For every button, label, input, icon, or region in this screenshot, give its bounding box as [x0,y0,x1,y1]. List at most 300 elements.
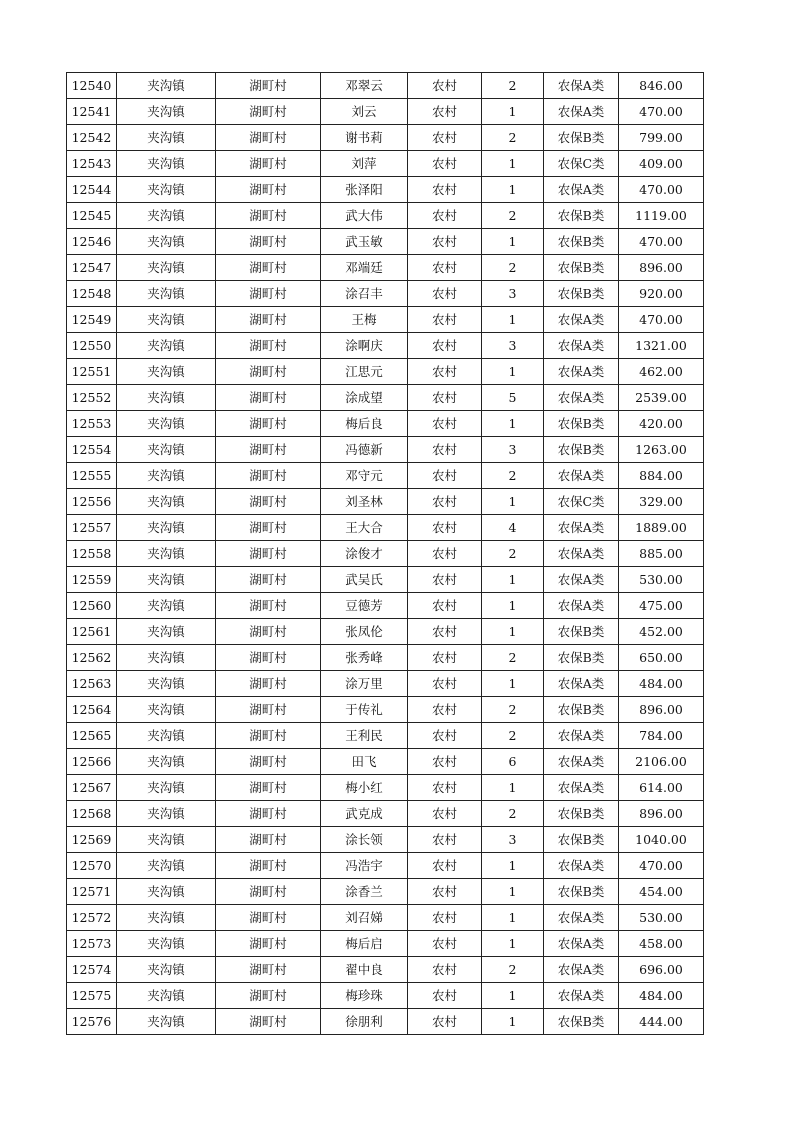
cell-category: 农保A类 [544,957,619,983]
cell-amount: 420.00 [619,411,704,437]
table-row [67,99,704,125]
cell-id: 12566 [67,749,117,775]
cell-type: 农村 [408,385,482,411]
cell-count: 1 [482,177,544,203]
cell-town: 夹沟镇 [117,1009,216,1035]
cell-type: 农村 [408,359,482,385]
cell-village: 湖町村 [216,463,321,489]
cell-amount: 462.00 [619,359,704,385]
cell-village: 湖町村 [216,879,321,905]
cell-category: 农保B类 [544,437,619,463]
cell-town: 夹沟镇 [117,151,216,177]
cell-name: 刘圣林 [321,489,408,515]
cell-town: 夹沟镇 [117,333,216,359]
cell-name: 涂香兰 [321,879,408,905]
cell-category: 农保B类 [544,411,619,437]
cell-category: 农保B类 [544,801,619,827]
cell-category: 农保A类 [544,515,619,541]
cell-village: 湖町村 [216,957,321,983]
cell-name: 武吴氏 [321,567,408,593]
cell-category: 农保B类 [544,827,619,853]
cell-category: 农保B类 [544,697,619,723]
cell-town: 夹沟镇 [117,957,216,983]
cell-name: 武克成 [321,801,408,827]
cell-count: 1 [482,411,544,437]
cell-town: 夹沟镇 [117,775,216,801]
cell-village: 湖町村 [216,593,321,619]
cell-name: 刘召娣 [321,905,408,931]
cell-village: 湖町村 [216,203,321,229]
cell-id: 12540 [67,73,117,99]
table-row [67,307,704,333]
cell-id: 12568 [67,801,117,827]
cell-category: 农保A类 [544,905,619,931]
table-row [67,385,704,411]
cell-amount: 409.00 [619,151,704,177]
cell-village: 湖町村 [216,1009,321,1035]
cell-count: 1 [482,619,544,645]
cell-count: 2 [482,125,544,151]
cell-count: 2 [482,645,544,671]
cell-id: 12555 [67,463,117,489]
cell-id: 12548 [67,281,117,307]
cell-amount: 920.00 [619,281,704,307]
cell-type: 农村 [408,99,482,125]
cell-id: 12570 [67,853,117,879]
cell-count: 5 [482,385,544,411]
cell-category: 农保B类 [544,619,619,645]
cell-type: 农村 [408,281,482,307]
cell-name: 田飞 [321,749,408,775]
cell-name: 王梅 [321,307,408,333]
cell-town: 夹沟镇 [117,541,216,567]
cell-count: 1 [482,151,544,177]
cell-id: 12545 [67,203,117,229]
cell-village: 湖町村 [216,853,321,879]
cell-town: 夹沟镇 [117,385,216,411]
cell-category: 农保B类 [544,281,619,307]
cell-town: 夹沟镇 [117,359,216,385]
cell-village: 湖町村 [216,359,321,385]
cell-count: 1 [482,853,544,879]
cell-category: 农保B类 [544,255,619,281]
cell-amount: 484.00 [619,671,704,697]
cell-name: 王利民 [321,723,408,749]
cell-town: 夹沟镇 [117,411,216,437]
cell-name: 涂万里 [321,671,408,697]
cell-type: 农村 [408,1009,482,1035]
cell-type: 农村 [408,463,482,489]
cell-id: 12543 [67,151,117,177]
cell-name: 冯浩宇 [321,853,408,879]
table-row [67,229,704,255]
table-row [67,593,704,619]
cell-village: 湖町村 [216,827,321,853]
cell-village: 湖町村 [216,229,321,255]
cell-type: 农村 [408,853,482,879]
cell-type: 农村 [408,489,482,515]
cell-type: 农村 [408,73,482,99]
cell-name: 邓守元 [321,463,408,489]
cell-town: 夹沟镇 [117,307,216,333]
cell-id: 12572 [67,905,117,931]
cell-town: 夹沟镇 [117,879,216,905]
cell-count: 3 [482,827,544,853]
table-row [67,411,704,437]
cell-category: 农保A类 [544,333,619,359]
cell-id: 12554 [67,437,117,463]
cell-name: 刘云 [321,99,408,125]
cell-category: 农保A类 [544,853,619,879]
table-row [67,983,704,1009]
cell-village: 湖町村 [216,333,321,359]
cell-town: 夹沟镇 [117,723,216,749]
cell-village: 湖町村 [216,437,321,463]
cell-type: 农村 [408,619,482,645]
cell-count: 6 [482,749,544,775]
cell-category: 农保A类 [544,931,619,957]
cell-id: 12550 [67,333,117,359]
cell-category: 农保B类 [544,125,619,151]
table-row [67,645,704,671]
cell-name: 张泽阳 [321,177,408,203]
cell-category: 农保B类 [544,203,619,229]
table-row [67,671,704,697]
cell-amount: 799.00 [619,125,704,151]
cell-type: 农村 [408,593,482,619]
cell-id: 12558 [67,541,117,567]
cell-amount: 470.00 [619,307,704,333]
cell-count: 1 [482,593,544,619]
cell-village: 湖町村 [216,619,321,645]
cell-type: 农村 [408,723,482,749]
cell-count: 1 [482,671,544,697]
cell-id: 12575 [67,983,117,1009]
cell-village: 湖町村 [216,385,321,411]
cell-type: 农村 [408,931,482,957]
cell-count: 4 [482,515,544,541]
cell-count: 3 [482,437,544,463]
cell-village: 湖町村 [216,905,321,931]
cell-town: 夹沟镇 [117,671,216,697]
cell-name: 梅小红 [321,775,408,801]
cell-amount: 614.00 [619,775,704,801]
cell-town: 夹沟镇 [117,229,216,255]
cell-name: 邓翠云 [321,73,408,99]
cell-count: 1 [482,567,544,593]
cell-id: 12569 [67,827,117,853]
cell-count: 2 [482,697,544,723]
cell-category: 农保A类 [544,307,619,333]
cell-town: 夹沟镇 [117,905,216,931]
cell-type: 农村 [408,125,482,151]
cell-village: 湖町村 [216,99,321,125]
cell-category: 农保B类 [544,645,619,671]
cell-type: 农村 [408,879,482,905]
cell-count: 3 [482,281,544,307]
cell-type: 农村 [408,749,482,775]
table-row [67,853,704,879]
cell-amount: 1889.00 [619,515,704,541]
cell-category: 农保A类 [544,541,619,567]
table-row [67,775,704,801]
cell-amount: 846.00 [619,73,704,99]
cell-category: 农保A类 [544,723,619,749]
table-row [67,801,704,827]
cell-amount: 444.00 [619,1009,704,1035]
cell-name: 豆德芳 [321,593,408,619]
cell-amount: 650.00 [619,645,704,671]
cell-town: 夹沟镇 [117,645,216,671]
cell-category: 农保A类 [544,775,619,801]
cell-village: 湖町村 [216,281,321,307]
cell-name: 武玉敏 [321,229,408,255]
cell-count: 2 [482,801,544,827]
cell-count: 1 [482,307,544,333]
cell-id: 12541 [67,99,117,125]
cell-count: 1 [482,905,544,931]
cell-name: 梅后良 [321,411,408,437]
cell-village: 湖町村 [216,775,321,801]
cell-category: 农保A类 [544,99,619,125]
cell-category: 农保C类 [544,151,619,177]
cell-type: 农村 [408,229,482,255]
cell-village: 湖町村 [216,255,321,281]
cell-town: 夹沟镇 [117,515,216,541]
cell-category: 农保A类 [544,671,619,697]
cell-amount: 884.00 [619,463,704,489]
cell-type: 农村 [408,567,482,593]
cell-village: 湖町村 [216,307,321,333]
cell-amount: 1263.00 [619,437,704,463]
cell-village: 湖町村 [216,567,321,593]
table-row [67,203,704,229]
cell-village: 湖町村 [216,73,321,99]
cell-amount: 452.00 [619,619,704,645]
table-row [67,437,704,463]
cell-type: 农村 [408,541,482,567]
cell-id: 12552 [67,385,117,411]
cell-count: 1 [482,99,544,125]
cell-count: 2 [482,463,544,489]
cell-amount: 475.00 [619,593,704,619]
cell-count: 1 [482,1009,544,1035]
roster-table-body [67,73,704,1035]
cell-village: 湖町村 [216,125,321,151]
cell-name: 江思元 [321,359,408,385]
cell-type: 农村 [408,515,482,541]
cell-village: 湖町村 [216,801,321,827]
table-row [67,1009,704,1035]
table-row [67,255,704,281]
cell-type: 农村 [408,801,482,827]
cell-category: 农保B类 [544,1009,619,1035]
cell-town: 夹沟镇 [117,99,216,125]
cell-name: 武大伟 [321,203,408,229]
cell-name: 涂成望 [321,385,408,411]
cell-town: 夹沟镇 [117,125,216,151]
cell-town: 夹沟镇 [117,255,216,281]
cell-type: 农村 [408,645,482,671]
cell-name: 王大合 [321,515,408,541]
cell-amount: 484.00 [619,983,704,1009]
cell-id: 12551 [67,359,117,385]
cell-name: 徐朋利 [321,1009,408,1035]
cell-count: 1 [482,489,544,515]
cell-category: 农保A类 [544,385,619,411]
table-row [67,957,704,983]
cell-amount: 454.00 [619,879,704,905]
table-row [67,827,704,853]
cell-category: 农保A类 [544,463,619,489]
cell-town: 夹沟镇 [117,463,216,489]
table-row [67,541,704,567]
cell-amount: 696.00 [619,957,704,983]
cell-category: 农保A类 [544,177,619,203]
cell-count: 1 [482,983,544,1009]
table-row [67,333,704,359]
cell-name: 涂俊才 [321,541,408,567]
cell-type: 农村 [408,827,482,853]
cell-town: 夹沟镇 [117,281,216,307]
table-row [67,619,704,645]
cell-village: 湖町村 [216,489,321,515]
table-row [67,905,704,931]
cell-name: 张凤伦 [321,619,408,645]
cell-count: 2 [482,73,544,99]
cell-type: 农村 [408,697,482,723]
cell-village: 湖町村 [216,541,321,567]
table-row [67,879,704,905]
cell-category: 农保A类 [544,359,619,385]
table-row [67,515,704,541]
cell-amount: 2106.00 [619,749,704,775]
cell-category: 农保A类 [544,593,619,619]
cell-id: 12542 [67,125,117,151]
table-row [67,281,704,307]
cell-name: 涂啊庆 [321,333,408,359]
cell-id: 12565 [67,723,117,749]
cell-amount: 896.00 [619,801,704,827]
cell-amount: 470.00 [619,177,704,203]
table-row [67,749,704,775]
cell-town: 夹沟镇 [117,853,216,879]
cell-type: 农村 [408,671,482,697]
cell-town: 夹沟镇 [117,619,216,645]
cell-id: 12546 [67,229,117,255]
cell-category: 农保C类 [544,489,619,515]
cell-count: 1 [482,359,544,385]
cell-type: 农村 [408,307,482,333]
cell-name: 涂长领 [321,827,408,853]
cell-amount: 1040.00 [619,827,704,853]
cell-amount: 530.00 [619,567,704,593]
table-row [67,463,704,489]
cell-count: 1 [482,775,544,801]
cell-town: 夹沟镇 [117,177,216,203]
cell-id: 12567 [67,775,117,801]
cell-town: 夹沟镇 [117,983,216,1009]
cell-id: 12562 [67,645,117,671]
cell-amount: 896.00 [619,697,704,723]
cell-village: 湖町村 [216,671,321,697]
cell-amount: 1321.00 [619,333,704,359]
cell-name: 邓端廷 [321,255,408,281]
cell-town: 夹沟镇 [117,437,216,463]
cell-town: 夹沟镇 [117,697,216,723]
cell-town: 夹沟镇 [117,203,216,229]
cell-count: 1 [482,229,544,255]
table-row [67,73,704,99]
cell-id: 12560 [67,593,117,619]
cell-amount: 2539.00 [619,385,704,411]
cell-type: 农村 [408,905,482,931]
cell-type: 农村 [408,437,482,463]
cell-amount: 470.00 [619,229,704,255]
cell-count: 3 [482,333,544,359]
cell-count: 2 [482,957,544,983]
cell-id: 12553 [67,411,117,437]
cell-id: 12559 [67,567,117,593]
cell-name: 谢书莉 [321,125,408,151]
cell-name: 张秀峰 [321,645,408,671]
cell-amount: 329.00 [619,489,704,515]
cell-id: 12547 [67,255,117,281]
cell-category: 农保B类 [544,229,619,255]
cell-type: 农村 [408,333,482,359]
cell-name: 冯德新 [321,437,408,463]
cell-type: 农村 [408,203,482,229]
cell-amount: 458.00 [619,931,704,957]
cell-name: 涂召丰 [321,281,408,307]
cell-id: 12549 [67,307,117,333]
cell-village: 湖町村 [216,983,321,1009]
table-row [67,151,704,177]
cell-count: 2 [482,723,544,749]
cell-id: 12563 [67,671,117,697]
cell-category: 农保A类 [544,983,619,1009]
cell-id: 12573 [67,931,117,957]
cell-amount: 896.00 [619,255,704,281]
cell-type: 农村 [408,151,482,177]
cell-id: 12574 [67,957,117,983]
cell-town: 夹沟镇 [117,489,216,515]
cell-village: 湖町村 [216,177,321,203]
cell-amount: 530.00 [619,905,704,931]
cell-type: 农村 [408,983,482,1009]
cell-type: 农村 [408,775,482,801]
cell-amount: 470.00 [619,853,704,879]
cell-amount: 784.00 [619,723,704,749]
cell-village: 湖町村 [216,515,321,541]
cell-id: 12571 [67,879,117,905]
cell-village: 湖町村 [216,697,321,723]
table-row [67,489,704,515]
cell-village: 湖町村 [216,723,321,749]
cell-village: 湖町村 [216,931,321,957]
cell-count: 1 [482,931,544,957]
cell-town: 夹沟镇 [117,749,216,775]
cell-town: 夹沟镇 [117,593,216,619]
cell-town: 夹沟镇 [117,801,216,827]
cell-category: 农保B类 [544,879,619,905]
cell-town: 夹沟镇 [117,931,216,957]
table-row [67,125,704,151]
cell-town: 夹沟镇 [117,73,216,99]
cell-id: 12544 [67,177,117,203]
roster-table [66,72,704,1035]
cell-town: 夹沟镇 [117,567,216,593]
